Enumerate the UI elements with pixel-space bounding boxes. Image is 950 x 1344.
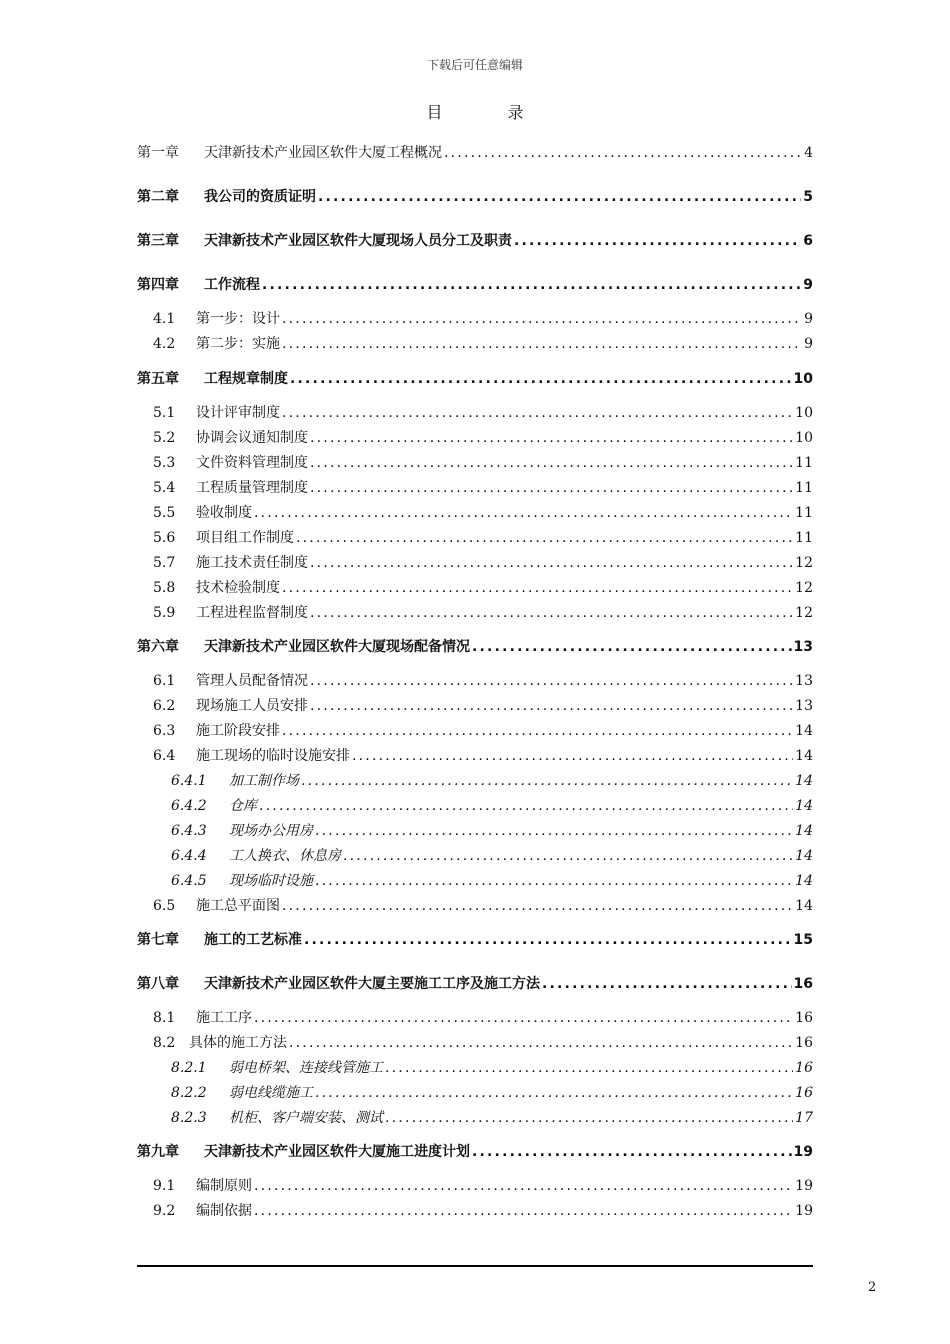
toc-leader xyxy=(310,695,793,717)
toc-page: 11 xyxy=(795,530,813,546)
toc-subsection[interactable] xyxy=(137,845,813,867)
toc-subsection[interactable] xyxy=(137,820,813,842)
toc-leader xyxy=(310,427,793,449)
toc-page: 13 xyxy=(793,639,813,655)
toc-leader xyxy=(385,1107,793,1129)
toc-page: 14 xyxy=(795,873,813,889)
toc-number: 6.4 xyxy=(153,748,176,764)
toc-number: 第一章 xyxy=(137,145,179,161)
toc-leader xyxy=(315,1082,793,1104)
toc-leader xyxy=(514,230,801,252)
toc-number: 6.4.3 xyxy=(171,823,207,839)
toc-number: 第二章 xyxy=(137,189,179,205)
toc-text: 施工总平面图 xyxy=(196,898,280,914)
toc-section[interactable] xyxy=(137,402,813,424)
toc-number: 5.4 xyxy=(153,480,176,496)
toc-page: 14 xyxy=(795,823,813,839)
toc-section[interactable] xyxy=(137,527,813,549)
toc-number: 4.2 xyxy=(153,336,176,352)
toc-chapter-9[interactable] xyxy=(137,1141,813,1163)
toc-number: 6.4.1 xyxy=(171,773,207,789)
toc-text: 第一步：设计 xyxy=(196,311,280,327)
toc-chapter-6[interactable] xyxy=(137,636,813,658)
toc-page: 10 xyxy=(793,371,813,387)
toc-leader xyxy=(310,552,793,574)
toc-page: 16 xyxy=(795,1035,813,1051)
toc-page: 16 xyxy=(795,1085,813,1101)
toc-page: 11 xyxy=(795,455,813,471)
header-note: 下载后可任意编辑 xyxy=(426,58,523,72)
toc-leader xyxy=(301,770,793,792)
toc-section[interactable] xyxy=(137,1175,813,1197)
toc-text: 施工工序 xyxy=(196,1010,252,1026)
toc-page: 9 xyxy=(804,336,813,352)
toc-leader xyxy=(282,308,802,330)
toc-text: 编制依据 xyxy=(196,1203,252,1219)
toc-leader xyxy=(282,577,793,599)
toc-chapter-8[interactable] xyxy=(137,973,813,995)
toc-text: 工程质量管理制度 xyxy=(196,480,308,496)
toc-leader xyxy=(472,1141,792,1163)
toc-text: 机柜、客户端安装、测试 xyxy=(229,1110,383,1126)
toc-page: 16 xyxy=(795,1010,813,1026)
toc-page: 16 xyxy=(793,976,813,992)
toc-text: 天津新技术产业园区软件大厦工程概况 xyxy=(204,145,442,161)
toc-subsection[interactable] xyxy=(137,770,813,792)
toc-leader xyxy=(385,1057,793,1079)
toc-page: 11 xyxy=(795,505,813,521)
toc-page: 19 xyxy=(795,1178,813,1194)
toc-text: 具体的施工方法 xyxy=(189,1035,287,1051)
toc-chapter-5[interactable] xyxy=(137,368,813,390)
toc-leader xyxy=(296,527,793,549)
toc-page: 14 xyxy=(795,898,813,914)
toc-text: 施工的工艺标准 xyxy=(204,932,302,948)
toc-leader xyxy=(444,142,802,164)
toc-section[interactable] xyxy=(137,1007,813,1029)
toc-section[interactable] xyxy=(137,895,813,917)
toc-section[interactable] xyxy=(137,308,813,330)
toc-page: 14 xyxy=(795,798,813,814)
toc-number: 5.3 xyxy=(153,455,176,471)
toc-text: 天津新技术产业园区软件大厦现场配备情况 xyxy=(204,639,470,655)
toc-leader xyxy=(254,502,793,524)
page-number: 2 xyxy=(868,1280,877,1295)
toc-leader xyxy=(282,402,793,424)
toc-page: 13 xyxy=(795,673,813,689)
toc-page: 14 xyxy=(795,723,813,739)
toc-number: 第五章 xyxy=(137,371,179,387)
toc-number: 5.2 xyxy=(153,430,176,446)
toc-section[interactable] xyxy=(137,720,813,742)
toc-subsection[interactable] xyxy=(137,1082,813,1104)
toc-subsection[interactable] xyxy=(137,870,813,892)
toc-page: 14 xyxy=(795,748,813,764)
toc-leader xyxy=(290,368,792,390)
toc-text: 验收制度 xyxy=(196,505,252,521)
toc-number: 第六章 xyxy=(137,639,179,655)
toc-subsection[interactable] xyxy=(137,795,813,817)
toc-section[interactable] xyxy=(137,745,813,767)
footer-rule xyxy=(137,1265,813,1267)
toc-number: 第三章 xyxy=(137,233,179,249)
toc-number: 第九章 xyxy=(137,1144,179,1160)
toc-number: 5.9 xyxy=(153,605,176,621)
toc-number: 5.1 xyxy=(153,405,176,421)
toc-leader xyxy=(315,870,793,892)
toc-number: 6.4.2 xyxy=(171,798,207,814)
toc-page: 12 xyxy=(795,605,813,621)
toc-text: 编制原则 xyxy=(196,1178,252,1194)
toc-leader xyxy=(289,1032,793,1054)
toc-number: 第八章 xyxy=(137,976,179,992)
toc-chapter-2[interactable] xyxy=(137,186,813,208)
toc-number: 第七章 xyxy=(137,932,179,948)
toc-leader xyxy=(352,745,793,767)
toc-chapter-7[interactable] xyxy=(137,929,813,951)
toc-leader xyxy=(343,845,793,867)
toc-section[interactable] xyxy=(137,577,813,599)
toc-number: 9.2 xyxy=(153,1203,176,1219)
toc-text: 仓库 xyxy=(229,798,257,814)
toc-leader xyxy=(310,452,793,474)
toc-text: 工人换衣、休息房 xyxy=(229,848,341,864)
toc-leader xyxy=(310,602,793,624)
toc-chapter-4[interactable] xyxy=(137,274,813,296)
toc-page: 12 xyxy=(795,555,813,571)
toc-text: 文件资料管理制度 xyxy=(196,455,308,471)
toc-page: 6 xyxy=(803,233,813,249)
toc-text: 施工现场的临时设施安排 xyxy=(196,748,350,764)
toc-leader xyxy=(282,895,793,917)
toc-text: 现场办公用房 xyxy=(229,823,313,839)
toc-text: 现场施工人员安排 xyxy=(196,698,308,714)
toc-leader xyxy=(542,973,792,995)
toc-section[interactable] xyxy=(137,452,813,474)
toc-number: 9.1 xyxy=(153,1178,176,1194)
toc-text: 施工技术责任制度 xyxy=(196,555,308,571)
toc-number: 6.1 xyxy=(153,673,176,689)
toc-number: 8.2 xyxy=(153,1035,176,1051)
toc-page: 11 xyxy=(795,480,813,496)
toc-leader xyxy=(282,333,802,355)
toc-title: 目 录 xyxy=(426,103,554,122)
toc-text: 管理人员配备情况 xyxy=(196,673,308,689)
toc-text: 现场临时设施 xyxy=(229,873,313,889)
toc-number: 第四章 xyxy=(137,277,179,293)
toc-page: 10 xyxy=(795,405,813,421)
toc-number: 6.5 xyxy=(153,898,176,914)
toc-leader xyxy=(254,1200,793,1222)
toc-text: 施工阶段安排 xyxy=(196,723,280,739)
toc-section[interactable] xyxy=(137,552,813,574)
toc-section[interactable] xyxy=(137,1032,813,1054)
toc-section[interactable] xyxy=(137,670,813,692)
toc-number: 8.1 xyxy=(153,1010,176,1026)
toc-text: 技术检验制度 xyxy=(196,580,280,596)
toc-text: 弱电桥架、连接线管施工 xyxy=(229,1060,383,1076)
toc-number: 8.2.3 xyxy=(171,1110,207,1126)
toc-leader xyxy=(315,820,793,842)
toc-number: 8.2.1 xyxy=(171,1060,207,1076)
toc-number: 8.2.2 xyxy=(171,1085,207,1101)
toc-section[interactable] xyxy=(137,1200,813,1222)
toc-number: 5.8 xyxy=(153,580,176,596)
toc-number: 6.4.5 xyxy=(171,873,207,889)
toc-text: 天津新技术产业园区软件大厦施工进度计划 xyxy=(204,1144,470,1160)
toc-page: 13 xyxy=(795,698,813,714)
toc-leader xyxy=(254,1007,793,1029)
toc-text: 工作流程 xyxy=(204,277,260,293)
toc-section[interactable] xyxy=(137,427,813,449)
toc-subsection[interactable] xyxy=(137,1057,813,1079)
toc-text: 天津新技术产业园区软件大厦主要施工工序及施工方法 xyxy=(204,976,540,992)
toc-page: 9 xyxy=(804,311,813,327)
toc-page: 10 xyxy=(795,430,813,446)
toc-page: 12 xyxy=(795,580,813,596)
toc-chapter-1[interactable] xyxy=(137,142,813,164)
toc-section[interactable] xyxy=(137,602,813,624)
toc-text: 工程规章制度 xyxy=(204,371,288,387)
toc-number: 6.2 xyxy=(153,698,176,714)
toc-number: 6.4.4 xyxy=(171,848,207,864)
toc-page: 17 xyxy=(795,1110,813,1126)
toc-section[interactable] xyxy=(137,333,813,355)
toc-page: 16 xyxy=(795,1060,813,1076)
toc-number: 4.1 xyxy=(153,311,176,327)
toc-text: 项目组工作制度 xyxy=(196,530,294,546)
toc-page: 14 xyxy=(795,773,813,789)
toc-chapter-3[interactable] xyxy=(137,230,813,252)
toc-text: 第二步：实施 xyxy=(196,336,280,352)
toc-page: 19 xyxy=(795,1203,813,1219)
toc-page: 19 xyxy=(793,1144,813,1160)
toc-page: 5 xyxy=(803,189,813,205)
toc-leader xyxy=(472,636,792,658)
toc-text: 天津新技术产业园区软件大厦现场人员分工及职责 xyxy=(204,233,512,249)
toc-text: 弱电线缆施工 xyxy=(229,1085,313,1101)
toc-page: 9 xyxy=(803,277,813,293)
toc-leader xyxy=(282,720,793,742)
toc-leader xyxy=(254,1175,793,1197)
toc-section[interactable] xyxy=(137,695,813,717)
toc-number: 5.7 xyxy=(153,555,176,571)
toc-number: 5.6 xyxy=(153,530,176,546)
toc-leader xyxy=(310,670,793,692)
toc-text: 我公司的资质证明 xyxy=(204,189,316,205)
toc-page: 15 xyxy=(793,932,813,948)
toc-leader xyxy=(262,274,801,296)
toc-text: 设计评审制度 xyxy=(196,405,280,421)
toc-leader xyxy=(259,795,793,817)
toc-number: 5.5 xyxy=(153,505,176,521)
toc-leader xyxy=(318,186,801,208)
toc-number: 6.3 xyxy=(153,723,176,739)
toc-page: 4 xyxy=(804,145,813,161)
toc-section[interactable] xyxy=(137,477,813,499)
toc-section[interactable] xyxy=(137,502,813,524)
toc-leader xyxy=(304,929,792,951)
toc-leader xyxy=(310,477,793,499)
toc-text: 加工制作场 xyxy=(229,773,299,789)
toc-text: 协调会议通知制度 xyxy=(196,430,308,446)
toc-page: 14 xyxy=(795,848,813,864)
toc-text: 工程进程监督制度 xyxy=(196,605,308,621)
toc-subsection[interactable] xyxy=(137,1107,813,1129)
